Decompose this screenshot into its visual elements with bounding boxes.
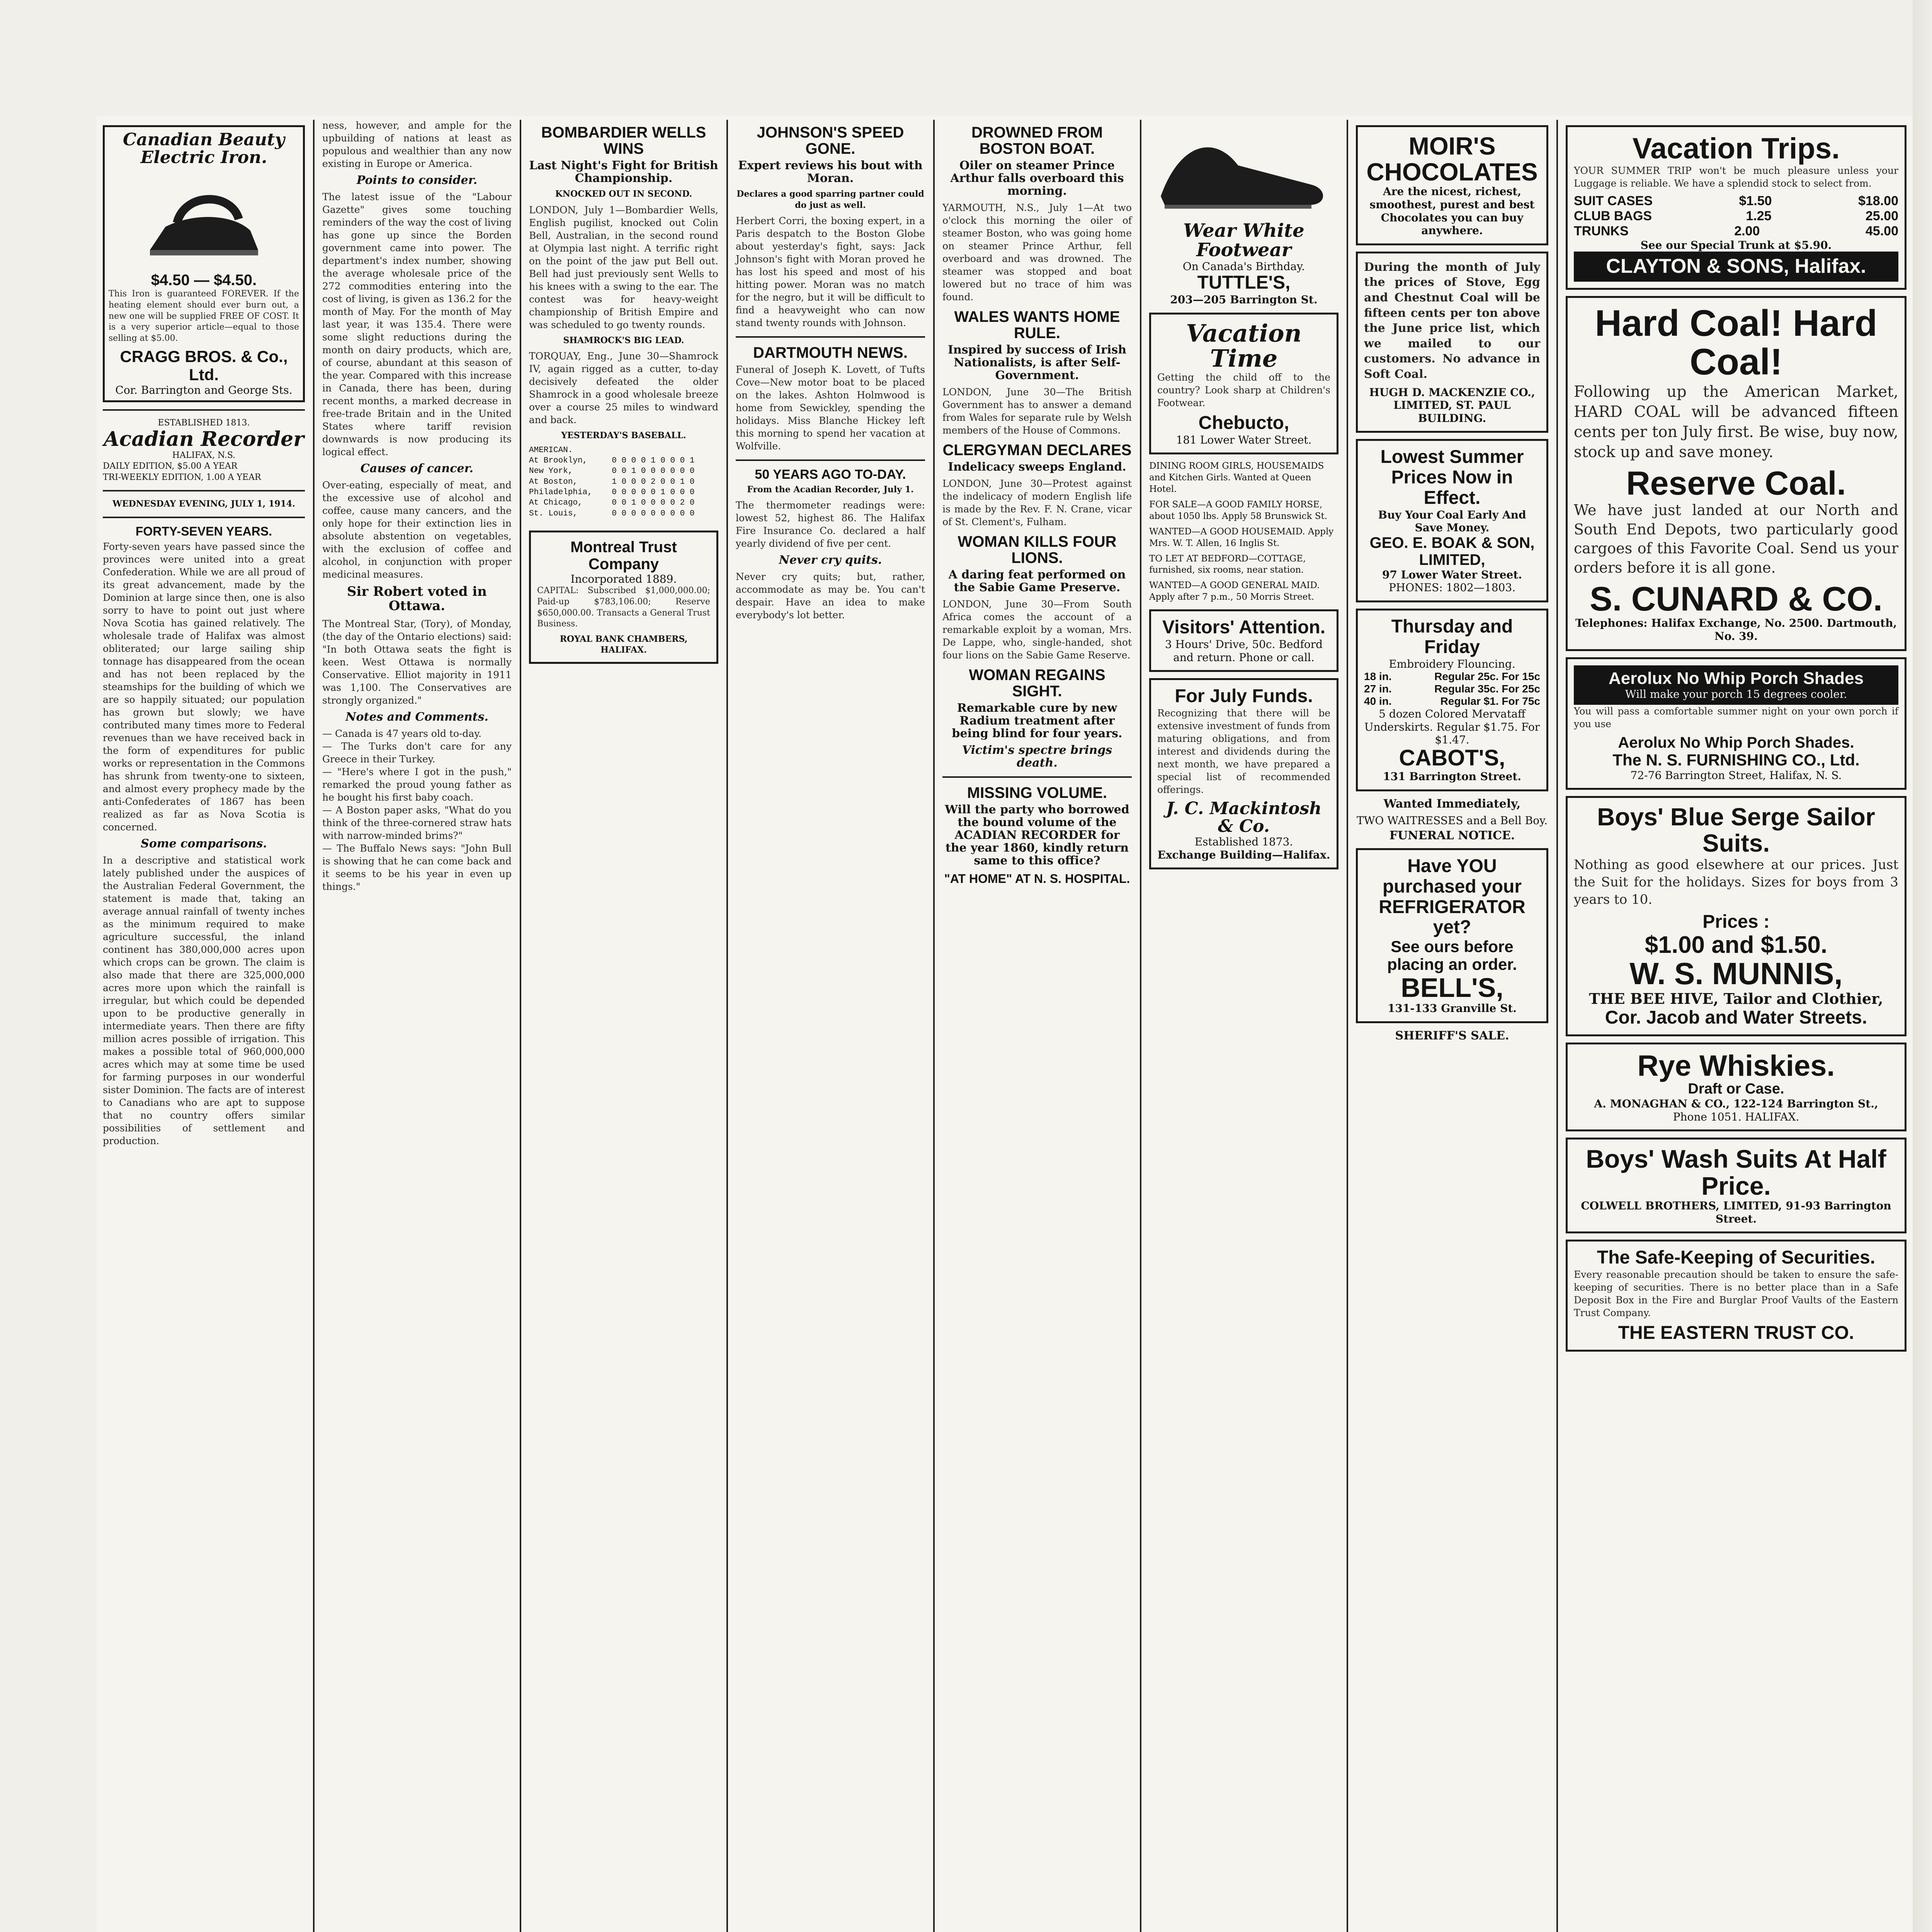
luggage-high: $18.00 (1858, 193, 1898, 208)
july-funds-title: For July Funds. (1175, 686, 1313, 707)
robert-body: The Montreal Star, (Tory), of Monday, (the day of the Ontario elections) said: "In both Ottawa seats the fight is keen. West Ottawa is normally Conservative. Elliot majority in 1911 was 1,100. The Conservatives are strongly organized." (322, 618, 512, 706)
safe-keeping-title: The Safe-Keeping of Securities. (1597, 1247, 1876, 1268)
munnis-address: Cor. Jacob and Water Streets. (1605, 1007, 1867, 1028)
funeral-notice-title: FUNERAL NOTICE. (1389, 829, 1515, 843)
mackenzie-firm: HUGH D. MACKENZIE CO., LIMITED, ST. PAUL BUILDING. (1369, 386, 1535, 425)
sight-headline: WOMAN REGAINS SIGHT. (969, 667, 1105, 700)
moirs-title: MOIR'S CHOCOLATES (1366, 132, 1538, 186)
sale-row (1364, 695, 1540, 707)
luggage-low: $1.50 (1739, 193, 1772, 208)
aerolux-banner (1574, 665, 1898, 705)
cunard-name: S. CUNARD & CO. (1590, 580, 1883, 618)
wales-headline: WALES WANTS HOME RULE. (954, 308, 1120, 342)
clergyman-deck: Indelicacy sweeps England. (948, 460, 1126, 474)
masthead-triweekly: TRI-WEEKLY EDITION, 1.00 A YEAR (103, 472, 261, 482)
eastern-trust-name: THE EASTERN TRUST CO. (1618, 1323, 1854, 1344)
classified-item: FOR SALE—A GOOD FAMILY HORSE, about 1050 lbs. Apply 58 Brunswick St. (1149, 500, 1328, 521)
iron-ad-copy: This Iron is guaranteed FOREVER. If the heating element should ever burn out, a new one will be supplied FREE OF COST. It is a very superior article—equal to those selling at $5.00. (109, 289, 299, 343)
vacation-trips-title: Vacation Trips. (1632, 132, 1840, 165)
iron-ad-firm: CRAGG BROS. & Co., Ltd. (120, 347, 288, 384)
bells-address: 131-133 Granville St. (1387, 1002, 1517, 1015)
robert-title: Sir Robert voted in Ottawa. (347, 584, 487, 614)
lowest-prices-title: Lowest Summer Prices Now in Effect. (1380, 447, 1524, 508)
johnson-deck: Expert reviews his bout with Moran. (738, 159, 923, 185)
mackintosh-firm: J. C. Mackintosh & Co. (1166, 798, 1322, 837)
sale-size: 40 in. (1364, 695, 1392, 707)
wanted-copy: TWO WAITRESSES and a Bell Boy. (1356, 814, 1548, 827)
sheriffs-sale-title: SHERIFF'S SALE. (1395, 1029, 1509, 1043)
luggage-item: SUIT CASES (1574, 193, 1653, 208)
column-1 (97, 116, 311, 1932)
underskirts-offer: 5 dozen Colored Mervataff Underskirts. Regular $1.75. For $1.47. (1364, 707, 1540, 747)
comparisons-title: Some comparisons. (141, 837, 267, 851)
luggage-low: 1.25 (1746, 208, 1772, 223)
iron-price: $4.50 — $4.50. (151, 272, 257, 289)
mackintosh-established: Established 1873. (1194, 835, 1293, 849)
dartmouth-body: Funeral of Joseph K. Lovett, of Tufts Cove—New motor boat to be placed on the lakes. Ashton Holmwood is home from Sewickley, spending the holidays. Miss Blanche Hickey left this morning to spend her vacation at Wolfville. (736, 364, 925, 452)
column-3 (523, 116, 724, 1932)
refrigerator-title: Have YOU purchased your REFRIGERATOR yet? (1379, 856, 1526, 938)
col2-intro: ness, however, and ample for the upbuilding of nations at least as populous and wealthier than any now existing in Europe or America. (322, 120, 512, 169)
lions-deck: A daring feat performed on the Sabie Game Preserve. (948, 568, 1126, 594)
johnson-headline: JOHNSON'S SPEED GONE. (757, 124, 904, 157)
shamrock-sub: SHAMROCK'S BIG LEAD. (563, 335, 684, 345)
mackintosh-address: Exchange Building—Halifax. (1157, 848, 1330, 861)
classified-item: WANTED—A GOOD GENERAL MAID. Apply after 7 p.m., 50 Morris Street. (1149, 580, 1320, 602)
editorial-title: FORTY-SEVEN YEARS. (135, 524, 272, 538)
sale-size: 27 in. (1364, 683, 1392, 695)
classified-item: DINING ROOM GIRLS, HOUSEMAIDS and Kitchen Girls. Wanted at Queen Hotel. (1149, 461, 1324, 495)
chebucto-name: Chebucto, (1198, 412, 1289, 433)
dartmouth-headline: DARTMOUTH NEWS. (753, 344, 908, 362)
masthead-dateline: WEDNESDAY EVENING, JULY 1, 1914. (112, 499, 295, 509)
column-rule (726, 120, 728, 1932)
masthead-place: HALIFAX, N.S. (172, 450, 236, 460)
wales-deck: Inspired by success of Irish Nationalists, is after Self-Government. (947, 343, 1127, 382)
clayton-luggage-ad (1566, 125, 1906, 290)
column-rule (1556, 120, 1558, 1932)
chebucto-address: 181 Lower Water Street. (1176, 433, 1312, 446)
johnson-sub: Declares a good sparring partner could do just as well. (736, 189, 924, 210)
baseball-title: YESTERDAY'S BASEBALL. (561, 430, 686, 441)
spectre-headline: Victim's spectre brings death. (962, 743, 1112, 770)
newspaper-page (97, 116, 1913, 1932)
tuttles-address: 203—205 Barrington St. (1170, 293, 1318, 306)
hard-coal-ad (1566, 296, 1906, 651)
iron-advertisement (103, 125, 305, 402)
luggage-row (1574, 194, 1898, 209)
missing-volume-deck: Will the party who borrowed the bound volume of the ACADIAN RECORDER for the year 1860, kindly return same to this office? (945, 803, 1129, 867)
wells-headline: BOMBARDIER WELLS WINS (541, 124, 706, 157)
july-funds-ad (1149, 678, 1338, 869)
column-5 (936, 116, 1138, 1932)
aerolux-sub: Will make your porch 15 degrees cooler. (1625, 688, 1847, 701)
fifty-years-headline: 50 YEARS AGO TO-DAY. (755, 467, 906, 482)
july-funds-copy: Recognizing that there will be extensive investment of funds from maturing obligations, and from interest and dividends during the next month, we have prepared a special list of recommended offerings. (1157, 707, 1330, 795)
divider (942, 776, 1132, 778)
luggage-item: TRUNKS (1574, 223, 1629, 238)
iron-ad-title: Canadian Beauty Electric Iron. (123, 130, 285, 168)
vacation-time-ad (1149, 313, 1338, 455)
reserve-coal-copy: We have just landed at our North and South End Depots, two particularly good cargoes of this Favorite Coal. Send us your orders before it is all gone. (1574, 502, 1898, 576)
vacation-time-title: Vacation Time (1186, 319, 1302, 372)
colwell-name: COLWELL BROTHERS, LIMITED, 91-93 Barrington Street. (1581, 1199, 1891, 1225)
munnis-name: W. S. MUNNIS, (1629, 956, 1843, 991)
drowned-body: YARMOUTH, N.S., July 1—At two o'clock this morning the oiler of steamer Boston, who was going home on steamer Prince Arthur, fell overboard and was drowned. The steamer was stopped and boat lowered but no trace of him was found. (942, 202, 1132, 303)
shamrock-body: TORQUAY, Eng., June 30—Shamrock IV, again rigged as a cutter, to-day decisively defeated the older Shamrock in a good wholesale breeze over a course 25 miles to windward and back. (529, 350, 718, 426)
bells-refrigerator-ad (1356, 848, 1548, 1023)
sale-title: Thursday and Friday (1391, 616, 1513, 657)
sale-sub: Embroidery Flouncing. (1389, 657, 1515, 670)
wanted-notice (1356, 798, 1548, 827)
eastern-trust-ad (1566, 1240, 1906, 1352)
munnis-ad (1566, 796, 1906, 1036)
rye-side: Draft or Case. (1688, 1081, 1784, 1097)
cabots-sale-ad (1356, 609, 1548, 791)
montreal-trust-ad (529, 531, 718, 664)
cancer-title: Causes of cancer. (360, 462, 474, 475)
cunard-phone: Telephones: Halifax Exchange, No. 2500. Dartmouth, No. 39. (1575, 617, 1897, 643)
moirs-ad (1356, 125, 1548, 245)
luggage-high: 45.00 (1865, 223, 1898, 238)
boak-coal-ad (1356, 439, 1548, 602)
quits-body: Never cry quits; but, rather, accommodate as may be. You can't despair. Have an idea to make everybody's lot better. (736, 571, 925, 621)
shoe-illustration (1149, 119, 1335, 219)
clergyman-headline: CLERGYMAN DECLARES (942, 442, 1132, 459)
sale-row (1364, 683, 1540, 695)
coal-notice: During the month of July the prices of Stove, Egg and Chestnut Coal will be fifteen cents per ton above the June price list, which we mailed to our customers. No advance in Soft Coal. (1364, 260, 1540, 381)
boys-serge-title: Boys' Blue Serge Sailor Suits. (1597, 803, 1875, 857)
sale-row (1364, 670, 1540, 683)
special-trunk: See our Special Trunk at $5.90. (1640, 238, 1832, 252)
ns-furnishing-name: The N. S. FURNISHING CO., Ltd. (1612, 750, 1860, 769)
clayton-name: CLAYTON & SONS, Halifax. (1606, 255, 1866, 278)
lions-headline: WOMAN KILLS FOUR LIONS. (957, 533, 1117, 566)
masthead-title: Acadian Recorder (104, 427, 304, 451)
wales-body: LONDON, June 30—The British Government has to answer a demand from Wales for separate rule by Welsh members of the House of Commons. (942, 386, 1132, 436)
montreal-trust-footer: ROYAL BANK CHAMBERS, HALIFAX. (560, 634, 688, 655)
wells-body: LONDON, July 1—Bombardier Wells, English pugilist, knocked out Colin Bell, Australian, in the second round at Olympia last night. A terrific right on the point of the jaw put Bell out. Bell had just previously sent Wells to his knees with a swing to the ear. The contest was for heavy-weight championship of British Empire and was scheduled to go twenty rounds. (529, 204, 718, 330)
monaghan-ad (1566, 1043, 1906, 1132)
sale-size: 18 in. (1364, 670, 1392, 683)
munnis-sub: THE BEE HIVE, Tailor and Clothier, (1589, 990, 1883, 1008)
boak-phones: PHONES: 1802—1803. (1388, 581, 1516, 594)
column-rule (520, 120, 521, 1932)
comparisons-body: In a descriptive and statistical work lately published under the auspices of the Australian Federal Government, the statement is made that, taking an average annual rainfall of twenty inches as the minimum required to make agriculture successful, the inland continent has 380,000,000 acres upon which crops can be grown. The claim is also made that there are 325,000,000 acres more upon which the rainfall is irregular, but which could be depended upon to be productive generally in intermediate years. Then there are fifty million acres possible of irrigation. This makes a possible total of 960,000,000 acres which may at some time be used for farming purposes in our wonderful sister Dominion. The facts are of interest to Canadians who are apt to suppose that no country offers similar possibilities of settlement and production. (103, 855, 305, 1147)
reserve-coal-title: Reserve Coal. (1626, 465, 1846, 502)
divider (736, 459, 925, 461)
monaghan-name: A. MONAGHAN & CO., 122-124 Barrington St., (1594, 1097, 1878, 1111)
drowned-headline: DROWNED FROM BOSTON BOAT. (971, 124, 1103, 157)
vacation-trips-copy: YOUR SUMMER TRIP won't be much pleasure unless your Luggage is reliable. We have a splendid stock to select from. (1574, 165, 1898, 189)
safe-keeping-copy: Every reasonable precaution should be taken to ensure the safe-keeping of securities. There is no better place than in a Safe Deposit Box in the Fire and Burglar Proof Vaults of the Eastern Trust Company. (1574, 1269, 1898, 1319)
luggage-high: 25.00 (1865, 208, 1898, 223)
cancer-body: Over-eating, especially of meat, and the excessive use of alcohol and coffee, cause many cancers, and the only hope for their extinction lies in absolute abstention on vegetables, with the exclusion of coffee and alcohol, in conjunction with proper medicinal measures. (322, 480, 512, 580)
classifieds-list (1149, 461, 1338, 603)
sale-price: Regular 35c. For 25c (1434, 683, 1540, 695)
boys-prices: $1.00 and $1.50. (1645, 932, 1828, 959)
points-title: Points to consider. (356, 173, 478, 187)
notes-title: Notes and Comments. (345, 710, 488, 724)
divider (103, 517, 305, 518)
aerolux-title: Aerolux No Whip Porch Shades (1608, 668, 1864, 688)
wells-sub: KNOCKED OUT IN SECOND. (555, 189, 692, 199)
bells-name: BELL'S, (1401, 972, 1503, 1003)
masthead-established: ESTABLISHED 1813. (158, 418, 250, 428)
notes-body: — Canada is 47 years old to-day. — The Turks don't care for any Greece in their Turkey. — "Here's where I got in the push," remarked the proud young father as he bought his first baby coach. — A Boston paper asks, "What do you think of the three-cornered straw hats with narrow-minded brims?" — The Buffalo News says: "John Bull is showing that he can come back and it seems to be his year in even up things." (322, 728, 512, 892)
boys-serge-copy: Nothing as good elsewhere at our prices. Just the Suit for the holidays. Sizes for boys from 3 years to 10. (1574, 857, 1898, 907)
wells-deck: Last Night's Fight for British Championship. (529, 159, 718, 185)
rye-title: Rye Whiskies. (1637, 1049, 1835, 1082)
column-8 (1560, 116, 1913, 1932)
clergyman-body: LONDON, June 30—Protest against the indelicacy of modern English life is made by the Rev. F. N. Crane, vicar of St. Clement's, Fulham. (942, 478, 1132, 527)
aerolux-name: Aerolux No Whip Porch Shades. (1618, 734, 1854, 751)
column-2 (316, 116, 518, 1932)
shoe-ad-sub: On Canada's Birthday. (1182, 260, 1305, 273)
hard-coal-copy: Following up the American Market, HARD COAL will be advanced fifteen cents per ton July first. Be wise, buy now, stock up and save money. (1574, 383, 1898, 461)
luggage-low: 2.00 (1734, 223, 1760, 238)
sight-deck: Remarkable cure by new Radium treatment after being blind for four years. (952, 701, 1122, 740)
boys-prices-label: Prices : (1702, 912, 1770, 932)
baseball-scores: AMERICAN. At Brooklyn, 0 0 0 0 1 0 0 0 1 New York, 0 0 1 0 0 0 0 0 0 At Boston, 1 0 0 0 2 0 0 1 0 Philadelphia, 0 0 0 0 0 1 0 0 0 At Chicago, 0 0 1 0 0 0 0 2 0 St. Louis, 0 0 0 0 0 0 0 0 0 (529, 446, 695, 518)
luggage-item: CLUB BAGS (1574, 208, 1652, 223)
fifty-years-body: The thermometer readings were: lowest 52, highest 86. The Halifax Fire Insurance Co. declared a half yearly dividend of five per cent. (736, 500, 925, 549)
missing-volume-headline: MISSING VOLUME. (967, 784, 1107, 801)
column-rule (933, 120, 935, 1932)
vacation-time-copy: Getting the child off to the country? Look sharp at Children's Footwear. (1157, 371, 1330, 408)
luggage-row (1574, 224, 1898, 239)
montreal-trust-sub: Incorporated 1889. (570, 572, 677, 585)
mackenzie-coal-ad (1356, 252, 1548, 433)
hard-coal-title: Hard Coal! Hard Coal! (1595, 302, 1878, 383)
visitors-copy: 3 Hours' Drive, 50c. Bedford and return. Phone or call. (1165, 638, 1323, 664)
quits-headline: Never cry quits. (779, 553, 882, 567)
wash-suits-title: Boys' Wash Suits At Half Price. (1586, 1145, 1886, 1200)
divider (103, 490, 305, 492)
iron-ad-address: Cor. Barrington and George Sts. (115, 383, 293, 396)
lions-body: LONDON, June 30—From South Africa comes the account of a remarkable exploit by a woman, Mrs. De Lappe, who, single-handed, shot four lions on the Sabie Game Reserve. (942, 599, 1132, 661)
refrigerator-copy: See ours before placing an order. (1387, 937, 1517, 974)
column-rule (1347, 120, 1348, 1932)
divider (103, 409, 305, 411)
aerolux-copy: You will pass a comfortable summer night on your own porch if you use (1574, 705, 1898, 730)
visitors-ad (1149, 609, 1338, 672)
montreal-trust-title: Montreal Trust Company (570, 538, 677, 573)
points-body: The latest issue of the "Labour Gazette" gives some touching reminders of the way the cost of living has gone up since the Borden government came into power. The department's index number, showing the average wholesale price of the 272 commodities entering into the cost of living, is given as 136.2 for the month of May. For the month of May last year, it was 135.4. There were some slight reductions during the month on dairy products, which are, of course, abundant at this season of the year. Compared with this increase in Canada, there has been, during recent months, a marked decrease in free-trade Britain and in the United States where tariff revision downwards is now producing its logical effect. (322, 191, 512, 457)
column-7 (1350, 116, 1554, 1932)
column-6 (1143, 116, 1345, 1932)
drowned-deck: Oiler on steamer Prince Arthur falls overboard this morning. (950, 159, 1124, 198)
sale-price: Regular 25c. For 15c (1434, 670, 1540, 683)
fifty-years-sub: From the Acadian Recorder, July 1. (747, 484, 914, 495)
visitors-title: Visitors' Attention. (1162, 617, 1326, 638)
page-edge (1913, 0, 1932, 1932)
masthead-daily: DAILY EDITION, $5.00 A YEAR (103, 461, 238, 471)
classified-item: TO LET AT BEDFORD—COTTAGE, furnished, six rooms, near station. (1149, 553, 1306, 575)
editorial-body: Forty-seven years have passed since the provinces were united into a great Confederation. While we are all proud of its great advancement, made by the Dominion at large since then, one is also sorry to have to point out just where Nova Scotia has gained relatively. The wholesale trade of Halifax was almost obliterated; our large sailing ship tonnage has disappeared from the ocean and has not been replaced by the steamships for the building of which we are so happily situated; our population has grown but slowly; we have contributed many times more to Federal revenues than we have received back in the form of expenditures for public works or representation in the Commons has shrunk from twenty-one to sixteen, and almost every prophecy made by the anti-Confederates of 1867 has been realized as far as Nova Scotia is concerned. (103, 541, 305, 833)
wanted-title: Wanted Immediately, (1383, 797, 1521, 811)
sale-price: Regular $1. For 75c (1440, 695, 1540, 707)
electric-iron-illustration (134, 169, 274, 269)
column-4 (730, 116, 931, 1932)
divider (736, 336, 925, 338)
colwell-ad (1566, 1138, 1906, 1233)
boak-firm: GEO. E. BOAK & SON, LIMITED, (1369, 534, 1535, 568)
moirs-copy: Are the nicest, richest, smoothest, purest and best Chocolates you can buy anywhere. (1369, 185, 1535, 237)
shoe-ad-title: Wear White Footwear (1183, 220, 1304, 261)
aerolux-ad (1566, 657, 1906, 790)
column-rule (313, 120, 315, 1932)
montreal-trust-body: CAPITAL: Subscribed $1,000,000.00; Paid-up $783,106.00; Reserve $650,000.00. Transacts a General Trust Business. (537, 586, 710, 629)
boak-address: 97 Lower Water Street. (1382, 568, 1522, 581)
luggage-row (1574, 209, 1898, 224)
ns-furnishing-address: 72-76 Barrington Street, Halifax, N. S. (1630, 769, 1842, 782)
column-rule (1140, 120, 1141, 1932)
hospital-headline: "AT HOME" AT N. S. HOSPITAL. (944, 872, 1130, 886)
johnson-body: Herbert Corri, the boxing expert, in a Paris despatch to the Boston Globe about yesterday's fight, says: Jack Johnson's fight with Moran proved he has lost his speed and most of his hitting power. Moran was no match for the negro, but it will be difficult to find a heavyweight who can now stand twenty rounds with Johnson. (736, 215, 925, 329)
monaghan-phone: Phone 1051. HALIFAX. (1673, 1110, 1799, 1123)
clayton-banner (1574, 252, 1898, 281)
lowest-prices-copy: Buy Your Coal Early And Save Money. (1378, 508, 1526, 534)
tuttles-name: TUTTLE'S, (1197, 272, 1291, 293)
classified-item: WANTED—A GOOD HOUSEMAID. Apply Mrs. W. T. Allen, 16 Inglis St. (1149, 526, 1334, 548)
cabots-name: CABOT'S, (1399, 745, 1505, 771)
cabots-address: 131 Barrington Street. (1383, 770, 1521, 783)
